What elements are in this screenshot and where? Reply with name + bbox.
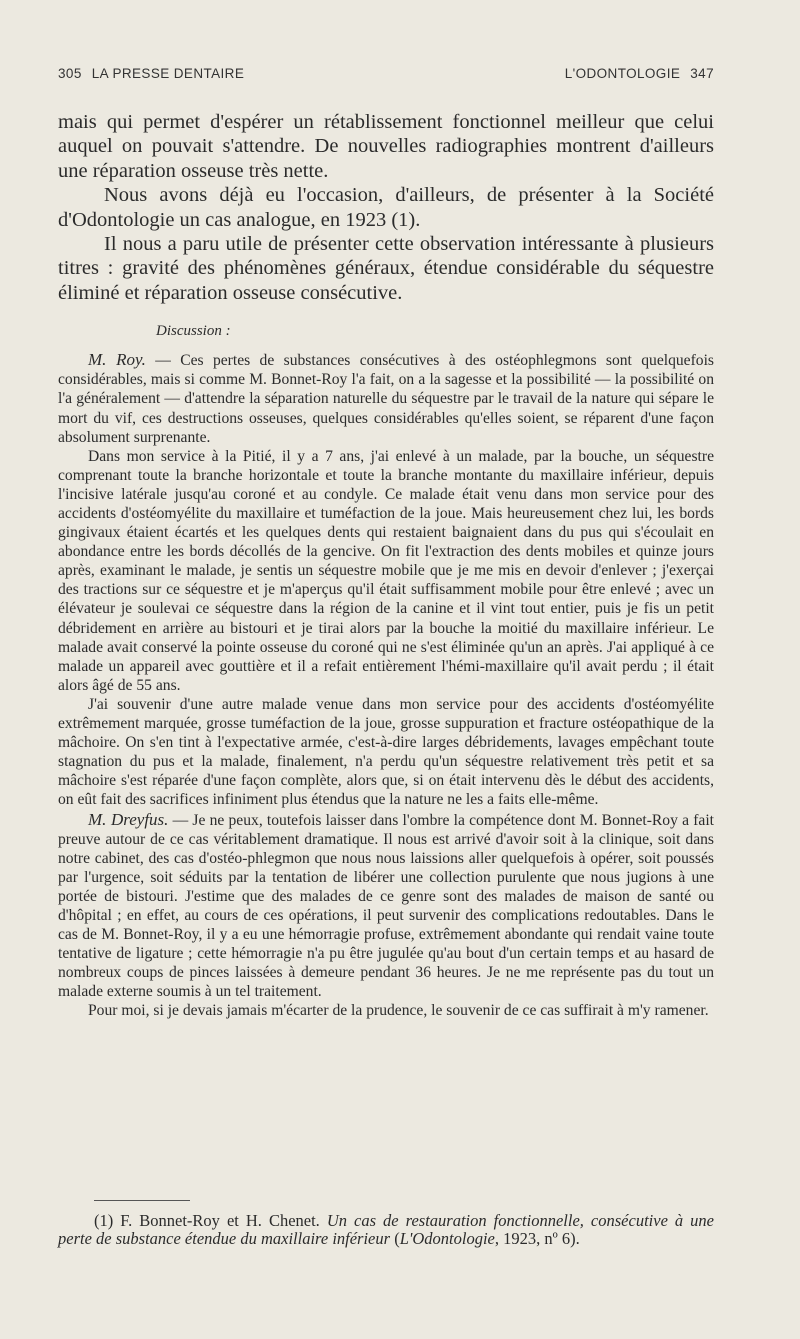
dreyfus-text-1: — Je ne peux, toutefois laisser dans l'ombre la compétence dont M. Bonnet-Roy a fait preuve autour de ce cas véritablement dramatique. Il nous est arrivé d'avoir soit à la clinique, soit dans notre cabinet, des cas d'ostéo-phlegmon que nous nous laissions aller quelquefois à opérer, soit poussés par l'urgence, soit séduits par la tentation de libérer une collection purulente que nous jugions à une portée de bistouri. J'estime que des malades de ce genre sont des malades de maison de santé ou d'hôpital ; en effet, au cours de ces opérations, il peut survenir des complications redoutables. Dans le cas de M. Bonnet-Roy, il y a eu une hémorragie profuse, extrêmement abondante qui rendait vaine toute tentative de ligature ; cette hémorragie n'a pu être jugulée qu'au bout d'un certain temps et au hasard de nombreux coups de pinces laissées à demeure pendant 36 heures. Je ne me représente pas du tout un malade externe soumis à un tel traitement. (58, 811, 714, 1001)
footnote-journal: L'Odontologie (399, 1229, 495, 1248)
running-header (58, 66, 714, 81)
paragraph-3: Il nous a paru utile de présenter cette observation intéressante à plusieurs titres : gravité des phénomènes généraux, étendue considérable du séquestre éliminé et réparation osseuse consécutive. (58, 233, 714, 304)
main-text (58, 110, 714, 1021)
roy-paragraph-1 (58, 350, 714, 446)
footnote (58, 1212, 714, 1248)
roy-paragraph-3: J'ai souvenir d'une autre malade venue dans mon service pour des accidents d'ostéomyélite extrêmement marquée, grosse tuméfaction de la joue, grosse suppuration et fracture ostéopathique de la mâchoire. On s'en tint à l'expectative armée, c'est-à-dire larges débridements, lavages empêchant toute stagnation du pus et la malade, finalement, n'a perdu qu'un séquestre relativement très petit et sa mâchoire s'est réparée d'une façon complète, alors que, si on était intervenu dès le début des accidents, on eût fait des sacrifices infiniment plus étendus que la nature ne les a faits elle-même. (58, 695, 714, 809)
footnote-reference: (1) F. Bonnet-Roy et H. Chenet. (94, 1211, 320, 1230)
footnote-source-open: ( (394, 1229, 400, 1248)
roy-paragraph-2: Dans mon service à la Pitié, il y a 7 ans, j'ai enlevé à un malade, par la bouche, un séquestre comprenant toute la branche horizontale et toute la branche montante du maxillaire inférieur, depuis l'incisive latérale jusqu'au coroné et au condyle. Ce malade était venu dans mon service pour des accidents d'ostéomyélite du maxillaire et tuméfaction de la joue. Mais heureusement chez lui, les bords gingivaux étaient écartés et les quelques dents qui restaient baignaient dans du pus qui s'écoulait en abondance entre les bords décollés de la gencive. On fit l'extraction des dents mobiles et quinze jours après, examinant le malade, je sentis un séquestre mobile que je me mis en devoir d'enlever ; j'exerçai des tractions sur ce séquestre et je m'aperçus qu'il était suffisamment mobile pour être enlevé ; avec un élévateur je soulevai ce séquestre dans la région de la canine et il vint tout entier, puis je fis un petit débridement en arrière au bistouri et je tirai alors par la bouche la moitié du maxillaire inférieur. Le malade avait conservé la pointe osseuse du coroné qui ne s'est éliminée qu'un an après. J'ai appliqué à ce malade un appareil avec gouttière et il a refait entièrement l'hémi-maxillaire qu'il avait perdu ; il était alors âgé de 55 ans. (58, 447, 714, 694)
header-left-page-number: 305 (58, 66, 82, 81)
header-right-journal-title: L'ODONTOLOGIE (564, 66, 681, 81)
header-right-page-number: 347 (690, 66, 714, 81)
discussion-heading: Discussion : (156, 323, 231, 340)
footnote-article-title: Un cas de restauration fonctionnelle, consécutive à une perte de substance étendue du maxillaire inférieur (58, 1211, 715, 1248)
speaker-roy: M. Roy. (88, 350, 146, 370)
footnote-source-close: , 1923, nº 6). (494, 1229, 580, 1248)
header-left-journal-title: LA PRESSE DENTAIRE (91, 66, 245, 81)
paragraph-1: mais qui permet d'espérer un rétablissement fonctionnel meilleur que celui auquel on pouvait s'attendre. De nouvelles radiographies montrent d'ailleurs une réparation osseuse très nette. (58, 111, 714, 182)
header-right (555, 66, 714, 81)
paragraph-2: Nous avons déjà eu l'occasion, d'ailleurs, de présenter à la Société d'Odontologie un cas analogue, en 1923 (1). (58, 184, 714, 231)
roy-text-1: — Ces pertes de substances consécutives à des ostéophlegmons sont quelquefois considérables, mais si comme M. Bonnet-Roy l'a fait, on a la sagesse et la possibilité — la possibilité on l'a généralement — d'attendre la séparation naturelle du séquestre par le travail de la nature qui sépare le mort du vif, ces destructions osseuses, quelques considérables qu'elles soient, se réparent d'une façon absolument surprenante. (58, 352, 714, 446)
dreyfus-paragraph-2: Pour moi, si je devais jamais m'écarter de la prudence, le souvenir de ce cas suffirait à m'y ramener. (88, 1002, 709, 1020)
footnote-divider (94, 1200, 190, 1201)
header-left (58, 66, 254, 81)
speaker-dreyfus: M. Dreyfus. (88, 809, 169, 829)
dreyfus-paragraph-1 (58, 810, 714, 1002)
